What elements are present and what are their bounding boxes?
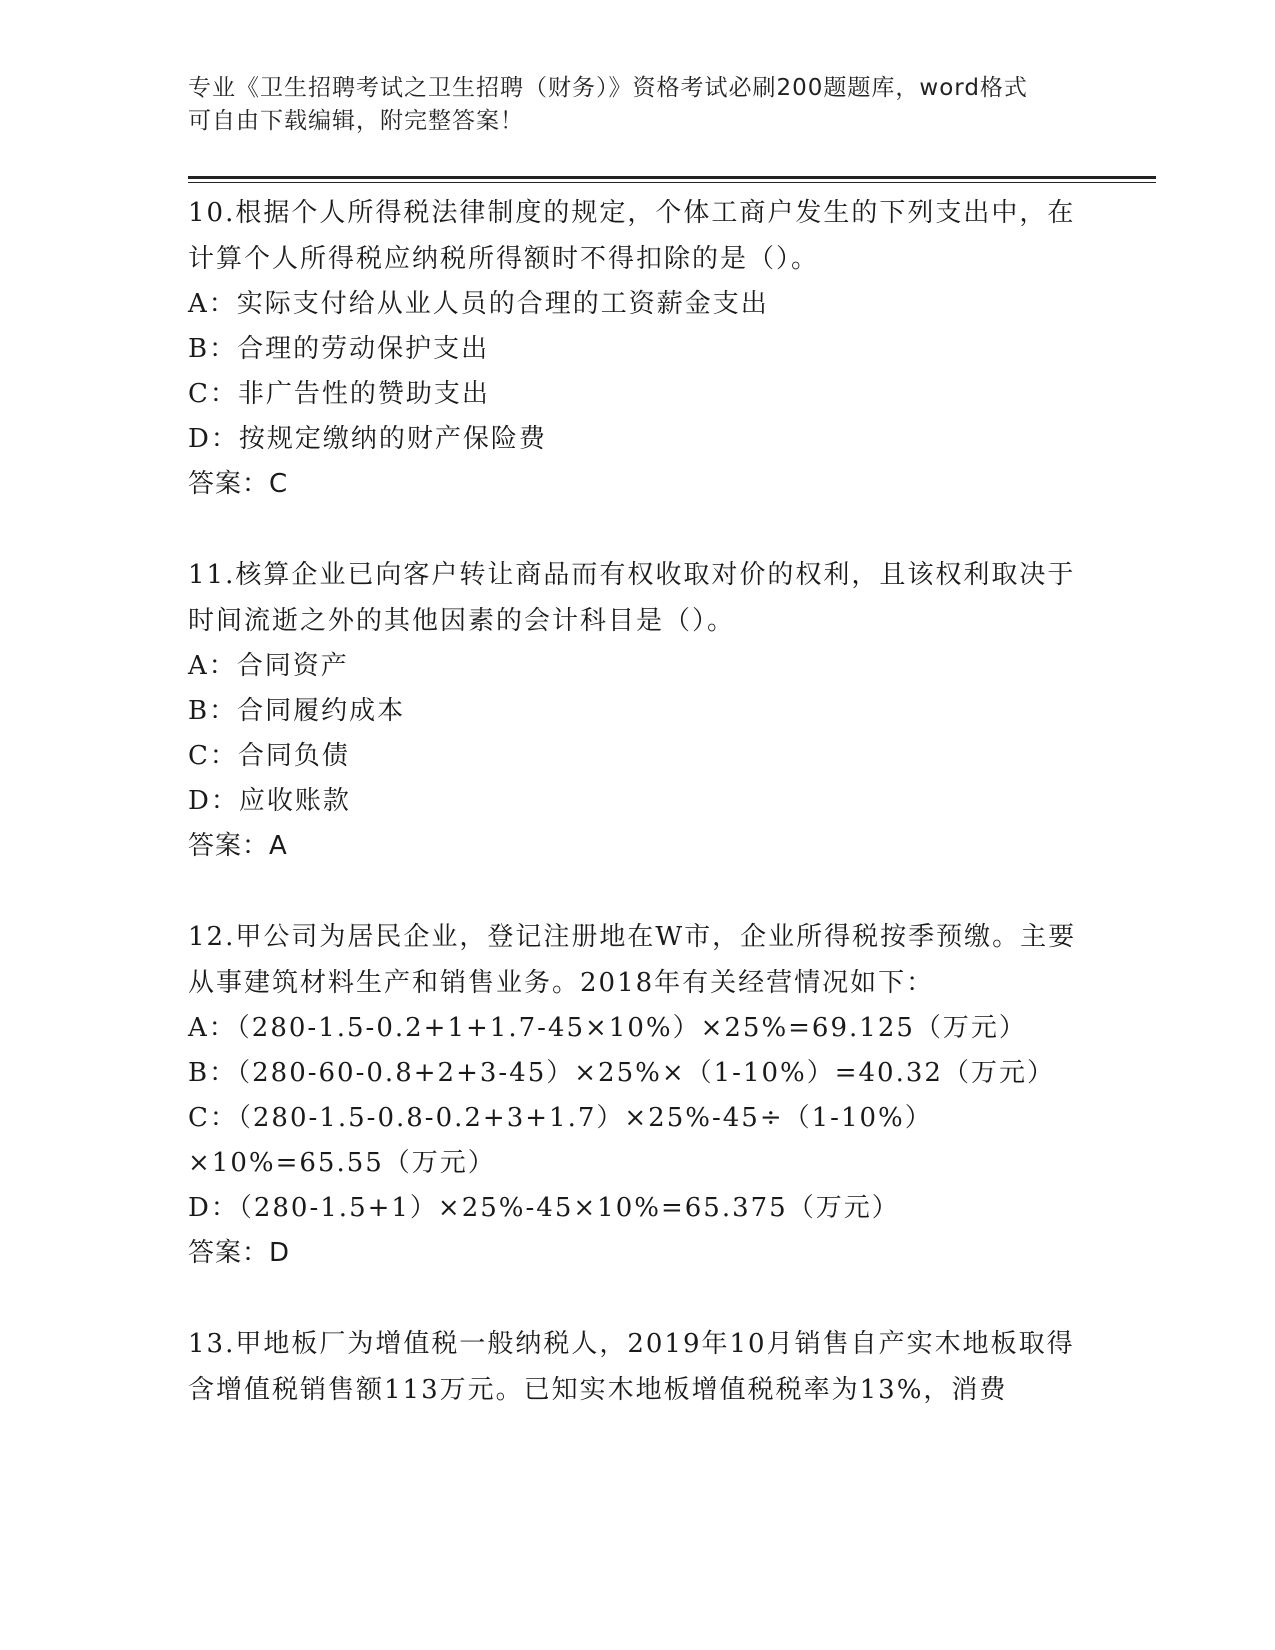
- question-text: 10.根据个人所得税法律制度的规定，个体工商户发生的下列支出中，在计算个人所得税应纳税所得额时不得扣除的是（）。: [188, 198, 1076, 274]
- option-d: D：应收账款: [188, 786, 351, 816]
- answer: 答案：C: [188, 469, 289, 499]
- option-b: B：（280-60-0.8+2+3-45）×25%×（1-10%）=40.32（万元）: [188, 1058, 1055, 1088]
- question-text: 13.甲地板厂为增值税一般纳税人，2019年10月销售自产实木地板取得含增值税销售额113万元。已知实木地板增值税税率为13%，消费: [188, 1329, 1075, 1405]
- question-text: 11.核算企业已向客户转让商品而有权收取对价的权利，且该权利取决于时间流逝之外的其他因素的会计科目是（）。: [188, 560, 1076, 636]
- option-a: A：实际支付给从业人员的合理的工资薪金支出: [188, 289, 769, 319]
- option-b: B：合理的劳动保护支出: [188, 334, 490, 364]
- option-a: A：（280-1.5-0.2+1+1.7-45×10%）×25%=69.125（万元）: [188, 1013, 1027, 1043]
- question-list: [188, 190, 1088, 1458]
- option-c: C：合同负债: [188, 741, 350, 771]
- option-a: A：合同资产: [188, 651, 349, 681]
- document-header: [188, 72, 1088, 138]
- option-c: C：（280-1.5-0.8-0.2+3+1.7）×25%-45÷（1-10%）×10%=65.55（万元）: [188, 1103, 933, 1178]
- question-12: [188, 914, 1088, 1276]
- header-line-2: 可自由下载编辑，附完整答案！: [188, 108, 524, 134]
- option-d: D：按规定缴纳的财产保险费: [188, 424, 547, 454]
- option-c: C：非广告性的赞助支出: [188, 379, 490, 409]
- question-10: [188, 190, 1088, 507]
- question-11: [188, 552, 1088, 869]
- option-b: B：合同履约成本: [188, 696, 406, 726]
- question-13: [188, 1321, 1088, 1413]
- answer: 答案：D: [188, 1238, 291, 1268]
- question-text: 12.甲公司为居民企业，登记注册地在W市，企业所得税按季预缴。主要从事建筑材料生产和销售业务。2018年有关经营情况如下：: [188, 922, 1077, 998]
- header-line-1: 专业《卫生招聘考试之卫生招聘（财务）》资格考试必刷200题题库，word格式: [188, 75, 1028, 101]
- header-divider-thick: [188, 176, 1156, 179]
- option-d: D：（280-1.5+1）×25%-45×10%=65.375（万元）: [188, 1193, 900, 1223]
- answer: 答案：A: [188, 831, 288, 861]
- header-divider-thin: [188, 182, 1156, 183]
